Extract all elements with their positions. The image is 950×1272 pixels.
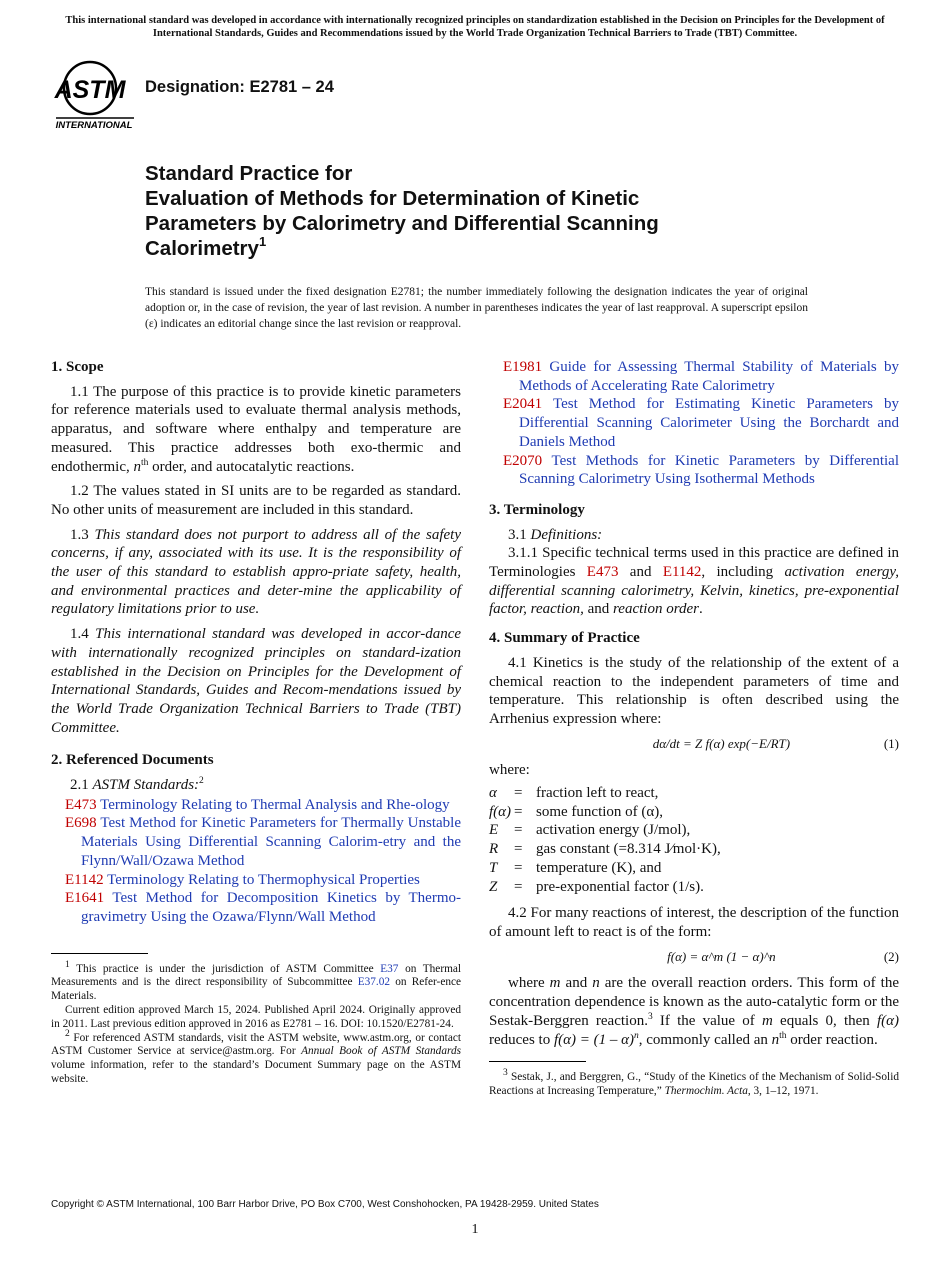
reference-e698[interactable]: E698 Test Method for Kinetic Parameters for Thermally Unstable Materials Using Differential Scanning Calorim-etry and the Flynn/Wall/Ozawa Method: [65, 815, 461, 869]
paragraph-4-2-continued: where m and n are the overall reaction orders. This form of the concentration dependence is known as the auto-catalytic form or the Sestak-Berggren reaction.$^3$ If the value of m equals 0, then f(α) reduces to f(α) = (1 – α)$^n$, commonly called an $n^{th}$ order reaction.: [489, 975, 900, 1048]
reference-e1142[interactable]: E1142 Terminology Relating to Thermophysical Properties: [65, 871, 420, 888]
footnote-rule: [51, 953, 148, 954]
where-label: where:: [489, 762, 530, 779]
document-title: [145, 161, 845, 261]
definition-row: Z = pre-exponential factor (1/s).: [489, 878, 704, 895]
right-column: [489, 358, 899, 1099]
section-terminology-heading: 3. Terminology: [489, 501, 585, 518]
equation-1: dα/dt = Z f(α) exp(−E/RT) (1): [652, 735, 899, 751]
designation: Designation: E2781 – 24: [145, 78, 334, 96]
copyright-notice: Copyright © ASTM International, 100 Barr Harbor Drive, PO Box C700, West Conshohocken, PA 19428-2959. United States: [51, 1199, 599, 1210]
reference-e473[interactable]: E473 Terminology Relating to Thermal Analysis and Rhe-ology: [65, 796, 450, 813]
paragraph-1-2: 1.2 The values stated in SI units are to be regarded as standard. No other units of measurement are included in this standard.: [51, 483, 461, 518]
paragraph-4-1: 4.1 Kinetics is the study of the relationship of the extent of a chemical reaction to the independent parameters of time and temperature. This relationship is often described using the Arrhenius expression where:: [489, 654, 899, 727]
title-line-2: Evaluation of Methods for Determination of Kinetic: [145, 187, 640, 210]
astm-logo: [52, 56, 136, 132]
section-referenced-heading: 2. Referenced Documents: [51, 752, 214, 769]
section-summary-heading: 4. Summary of Practice: [489, 630, 640, 647]
definition-row: R = gas constant (=8.314 J⁄mol·K),: [489, 841, 721, 858]
title-line-1: Standard Practice for: [145, 162, 353, 185]
title-footnote-marker: 1: [258, 234, 267, 249]
page-number: 1: [471, 1222, 479, 1237]
paragraph-1-4: 1.4 This international standard was developed in accor-dance with internationally recognized principles on standard-ization established in the Decision on Principles for the Development of International Standards, Guides and Recom-mendations issued by the World Trade Organization Technical Barriers to Trade (TBT) Committee.: [51, 626, 462, 736]
paragraph-1-1: 1.1 The purpose of this practice is to provide kinetic parameters for reference materials used to evaluate thermal analysis methods, apparatus, and software where enthalpy and temperature are measured. This practice addresses both exo-thermic and endothermic, $n^{th}$ order, and autocatalytic reactions.: [51, 383, 461, 475]
logo-text: ASTM: [54, 76, 126, 104]
definition-row: f(α) = some function of (α),: [489, 803, 663, 820]
reference-e1641[interactable]: E1641 Test Method for Decomposition Kinetics by Thermo-gravimetry Using the Ozawa/Flynn/Wall Method: [65, 890, 461, 925]
link-e37[interactable]: E37: [380, 962, 399, 975]
footnote-2: $^2$ For referenced ASTM standards, visit the ASTM website, www.astm.org, or contact ASTM Customer Service at service@astm.org. For Annual Book of ASTM Standards volume information, refer to the standard’s Document Summary page on the ASTM website.: [51, 1028, 461, 1086]
section-scope-heading: 1. Scope: [51, 359, 104, 375]
link-e37-02[interactable]: E37.02: [357, 976, 391, 989]
paragraph-4-2: 4.2 For many reactions of interest, the description of the function of amount left to react is of the form:: [489, 905, 899, 940]
definitions-list: [489, 784, 899, 896]
footnote-3: $^3$ Sestak, J., and Berggren, G., “Study of the Kinetics of the Mechanism of Solid-Solid Reactions at Increasing Temperature,” Thermochim. Acta, 3, 1–12, 1971.: [489, 1068, 899, 1097]
definition-row: T = temperature (K), and: [489, 859, 662, 876]
title-line-3: Parameters by Calorimetry and Differential Scanning: [145, 212, 659, 235]
link-e1142[interactable]: E1142: [662, 564, 702, 581]
footnote-1-edition: Current edition approved March 15, 2024. Published April 2024. Originally approved in 2011. Last previous edition approved in 2016 as E2781 – 16. DOI: 10.1520/E2781-24.: [51, 1004, 461, 1030]
issue-note: This standard is issued under the fixed designation E2781; the number immediately following the designation indicates the year of original adoption or, in the case of revision, the year of last revision. A number in parentheses indicates the year of last reapproval. A superscript epsilon (ε) indicates an editorial change since the last revision or reapproval.: [145, 286, 808, 330]
paragraph-1-3: 1.3 This standard does not purport to address all of the safety concerns, if any, associated with its use. It is the responsibility of the user of this standard to establish appro-priate safety, health, and environmental practices and deter-mine the applicability of regulatory limitations prior to use.: [51, 526, 462, 618]
definitions-label: 3.1 Definitions:: [508, 526, 603, 543]
left-column: [51, 358, 461, 1087]
definition-row: α = fraction left to react,: [489, 785, 659, 802]
tbt-banner: This international standard was developed in accordance with internationally recognized principles on standardization established in the Decision on Principles for the Development of International Standards, Guides and Recommendations issued by the World Trade Organization Technical Barriers to Trade (TBT) Committee.: [65, 15, 885, 39]
footnote-rule: [489, 1061, 586, 1062]
footnote-1: $^1$ This practice is under the jurisdiction of ASTM Committee E37 on Thermal Measurements and is the direct responsibility of Subcommittee E37.02 on Refer-ence Materials.: [51, 959, 462, 1003]
reference-e2070[interactable]: E2070 Test Methods for Kinetic Parameters by Differential Scanning Calorimetry Using Isothermal Methods: [503, 452, 899, 488]
reference-e1981[interactable]: E1981 Guide for Assessing Thermal Stability of Materials by Methods of Accelerating Rate Calorimetry: [503, 359, 900, 394]
astm-standards-label: 2.1 ASTM Standards:$^2$: [70, 776, 204, 794]
paragraph-3-1-1: 3.1.1 Specific technical terms used in this practice are defined in Terminologies E473 and E1142, including activation energy, differential scanning calorimetry, Kelvin, kinetics, pre-exponential factor, reaction, and reaction order.: [489, 545, 900, 618]
link-e473[interactable]: E473: [586, 564, 619, 581]
reference-e2041[interactable]: E2041 Test Method for Estimating Kinetic Parameters by Differential Scanning Calorimeter Using the Borchardt and Daniels Method: [503, 396, 900, 450]
title-line-4: Calorimetry: [145, 237, 259, 260]
logo-subtext: INTERNATIONAL: [55, 120, 133, 131]
equation-2: f(α) = α^m (1 − α)^n (2): [667, 948, 899, 964]
definition-row: E = activation energy (J/mol),: [489, 822, 691, 839]
